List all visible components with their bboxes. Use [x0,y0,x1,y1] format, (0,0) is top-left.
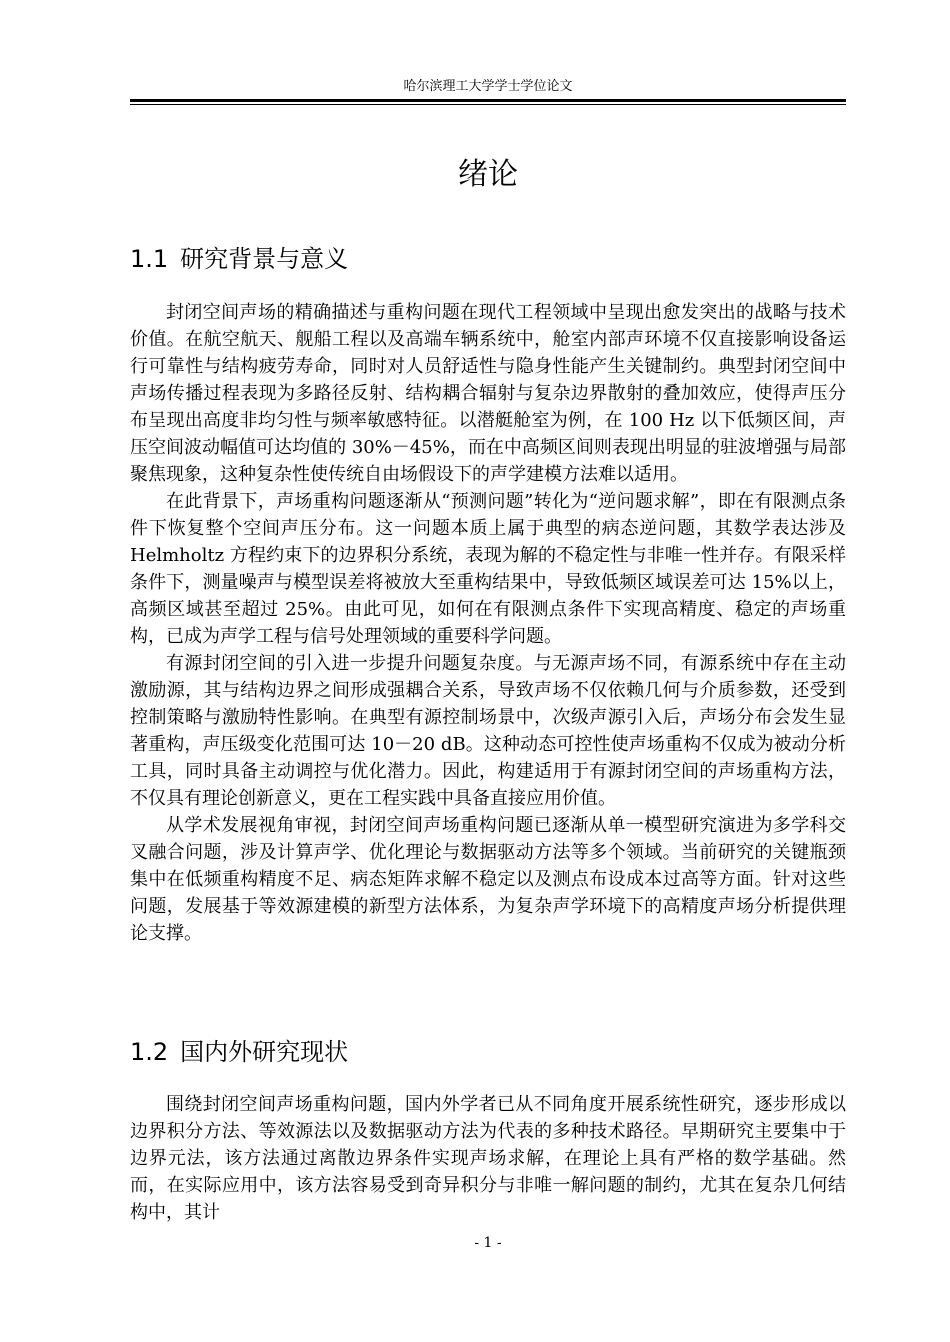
page-number: - 1 - [474,1235,502,1251]
paragraph: 有源封闭空间的引入进一步提升问题复杂度。与无源声场不同，有源系统中存在主动激励源，其与结构边界之间形成强耦合关系，导致声场不仅依赖几何与介质参数，还受到控制策略与激励特性影响。在典型有源控制场景中，次级声源引入后，声场分布会发生显著重构，声压级变化范围可达 10－20 dB。这种动态可控性使声场重构不仅成为被动分析工具，同时具备主动调控与优化潜力。因此，构建适用于有源封闭空间的声场重构方法，不仅具有理论创新意义，更在工程实践中具备直接应用价值。 [130,653,846,809]
section-body [130,299,846,947]
section-number: 1.1 [130,245,169,273]
section-title: 研究背景与意义 [180,245,349,273]
header-rule-thin [130,104,846,105]
section-heading [130,1035,846,1069]
section-title: 国内外研究现状 [180,1038,349,1066]
paragraph: 封闭空间声场的精确描述与重构问题在现代工程领域中呈现出愈发突出的战略与技术价值。在航空航天、舰船工程以及高端车辆系统中，舱室内部声环境不仅直接影响设备运行可靠性与结构疲劳寿命，同时对人员舒适性与隐身性能产生关键制约。典型封闭空间中声场传播过程表现为多路径反射、结构耦合辐射与复杂边界散射的叠加效应，使得声压分布呈现出高度非均匀性与频率敏感特征。以潜艇舱室为例，在 100 Hz 以下低频区间，声压空间波动幅值可达均值的 30%－45%，而在中高频区间则表现出明显的驻波增强与局部聚焦现象，这种复杂性使传统自由场假设下的声学建模方法难以适用。 [130,302,846,485]
chapter-title: 绪论 [458,157,518,192]
section-body [130,1091,846,1226]
header-rule-thick [130,99,846,102]
section-number: 1.2 [130,1038,169,1066]
paragraph: 围绕封闭空间声场重构问题，国内外学者已从不同角度开展系统性研究，逐步形成以边界积分方法、等效源法以及数据驱动方法为代表的多种技术路径。早期研究主要集中于边界元法，该方法通过离散边界条件实现声场求解，在理论上具有严格的数学基础。然而，在实际应用中，该方法容易受到奇异积分与非唯一解问题的制约，尤其在复杂几何结构中，其计 [130,1094,846,1223]
paragraph: 在此背景下，声场重构问题逐渐从“预测问题”转化为“逆问题求解”，即在有限测点条件下恢复整个空间声压分布。这一问题本质上属于典型的病态逆问题，其数学表达涉及 Helmholtz 方程约束下的边界积分系统，表现为解的不稳定性与非唯一性并存。有限采样条件下，测量噪声与模型误差将被放大至重构结果中，导致低频区域误差可达 15%以上，高频区域甚至超过 25%。由此可见，如何在有限测点条件下实现高精度、稳定的声场重构，已成为声学工程与信号处理领域的重要科学问题。 [130,491,846,647]
paragraph: 从学术发展视角审视，封闭空间声场重构问题已逐渐从单一模型研究演进为多学科交叉融合问题，涉及计算声学、优化理论与数据驱动方法等多个领域。当前研究的关键瓶颈集中在低频重构精度不足、病态矩阵求解不稳定以及测点布设成本过高等方面。针对这些问题，发展基于等效源建模的新型方法体系，为复杂声学环境下的高精度声场分析提供理论支撑。 [130,815,846,944]
section-research-status [130,1035,846,1226]
running-header: 哈尔滨理工大学学士学位论文 [403,79,573,94]
section-heading [130,242,846,276]
section-background-significance [130,242,846,947]
